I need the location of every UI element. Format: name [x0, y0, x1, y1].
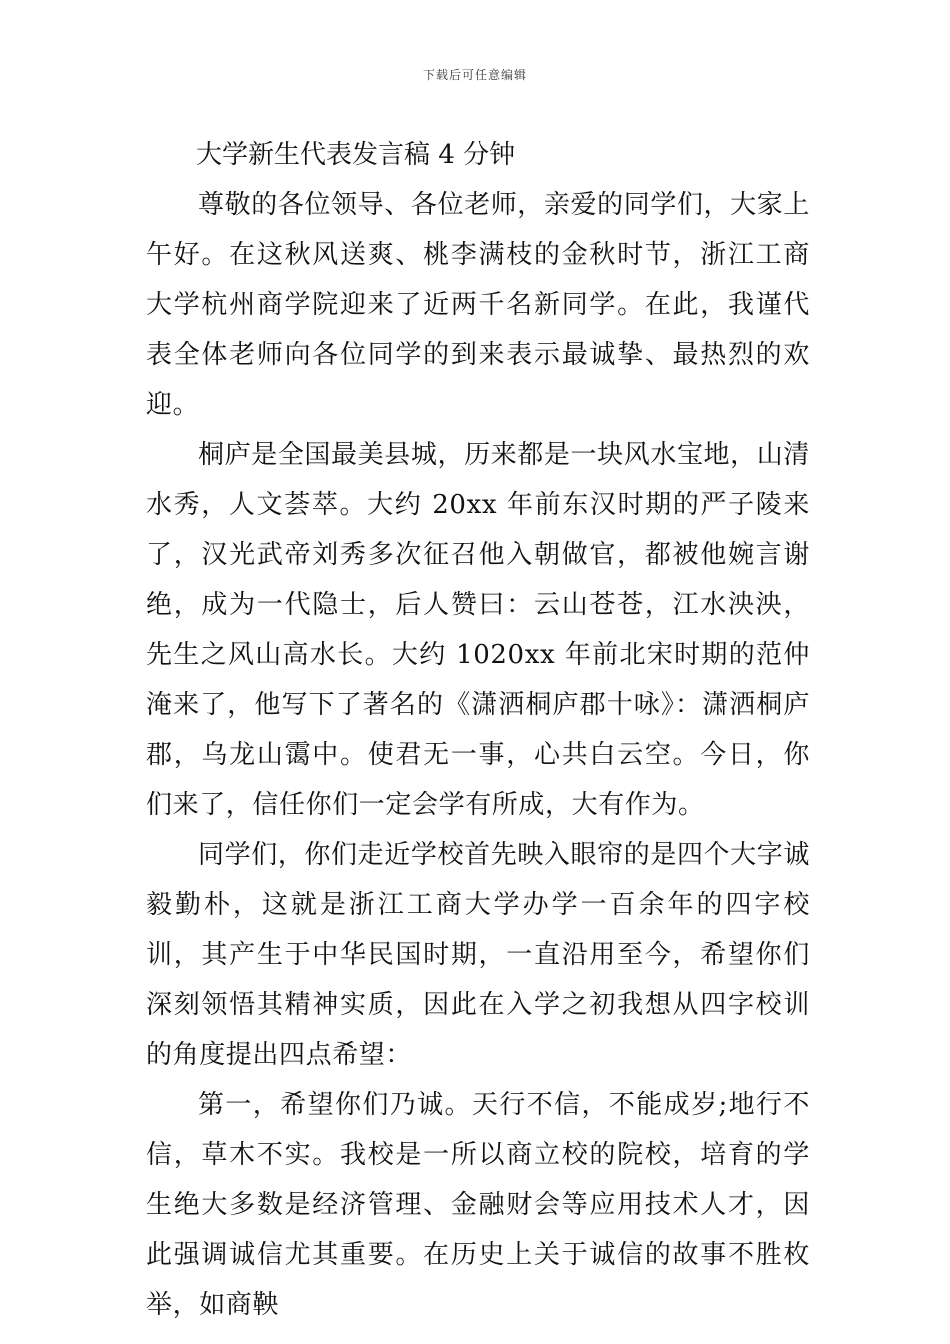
- document-body: [146, 130, 810, 1330]
- header-note: 下载后可任意编辑: [422, 68, 527, 82]
- paragraph-greeting: 尊敬的各位领导、各位老师，亲爱的同学们，大家上午好。在这秋风送爽、桃李满枝的金秋时节，浙江工商大学杭州商学院迎来了近两千名新同学。在此，我谨代表全体老师向各位同学的到来表示最诚挚、最热烈的欢迎。: [146, 190, 810, 420]
- paragraph-tonglu: 桐庐是全国最美县城，历来都是一块风水宝地，山清水秀，人文荟萃。大约 20xx 年前东汉时期的严子陵来了，汉光武帝刘秀多次征召他入朝做官，都被他婉言谢绝，成为一代隐士，后人赞曰：云山苍苍，江水泱泱，先生之风山高水长。大约 1020xx 年前北宋时期的范仲淹来了，他写下了著名的《潇洒桐庐郡十咏》：潇洒桐庐郡，乌龙山霭中。使君无一事，心共白云空。今日，你们来了，信任你们一定会学有所成，大有作为。: [146, 440, 810, 820]
- paragraph-motto: 同学们，你们走近学校首先映入眼帘的是四个大字诚毅勤朴，这就是浙江工商大学办学一百余年的四字校训，其产生于中华民国时期，一直沿用至今，希望你们深刻领悟其精神实质，因此在入学之初我想从四字校训的角度提出四点希望：: [146, 840, 810, 1070]
- document-title: 大学新生代表发言稿 4 分钟: [196, 140, 516, 170]
- paragraph-first-hope: 第一，希望你们乃诚。天行不信，不能成岁;地行不信，草木不实。我校是一所以商立校的院校，培育的学生绝大多数是经济管理、金融财会等应用技术人才，因此强调诚信尤其重要。在历史上关于诚信的故事不胜枚举，如商鞅: [146, 1090, 810, 1320]
